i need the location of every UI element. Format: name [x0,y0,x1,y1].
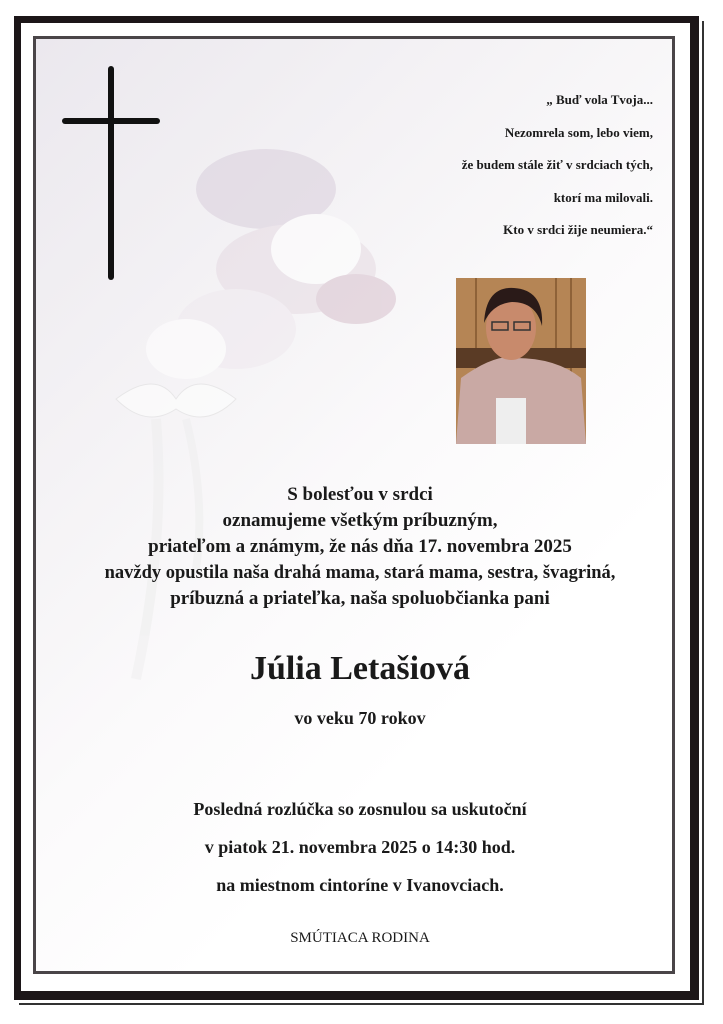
signature: SMÚTIACA RODINA [290,930,430,946]
quote-line: Nezomrela som, lebo viem, [504,124,653,140]
ceremony-line: v piatok 21. novembra 2025 o 14:30 hod. [204,837,516,857]
deceased-name: Júlia Letašiová [249,650,471,687]
portrait-photo [456,278,586,444]
ceremony-text [40,790,680,904]
intro-line: priateľom a známym, že nás dňa 17. novembra 2025 [148,536,572,557]
ceremony-line: Posledná rozlúčka so zosnulou sa uskutoční [193,799,527,819]
intro-line: príbuzná a priateľka, naša spoluobčianka pani [170,588,550,609]
quote-line: ktorí ma milovali. [553,189,653,205]
quote-line: „ Buď vola Tvoja... [546,92,653,107]
quote-line: Kto v srdci žije neumiera.“ [503,222,653,237]
announcement-text [40,482,680,612]
intro-line: S bolesťou v srdci [287,484,433,505]
cross-icon [60,64,164,284]
intro-line: oznamujeme všetkým príbuzným, [222,510,498,531]
quote-line: že budem stále žiť v srdciach tých, [461,157,653,172]
quote-block [462,84,653,247]
deceased-age: vo veku 70 rokov [294,708,426,728]
intro-line: navždy opustila naša drahá mama, stará mama, sestra, švagriná, [104,563,616,583]
ceremony-line: na miestnom cintoríne v Ivanovciach. [216,875,504,895]
